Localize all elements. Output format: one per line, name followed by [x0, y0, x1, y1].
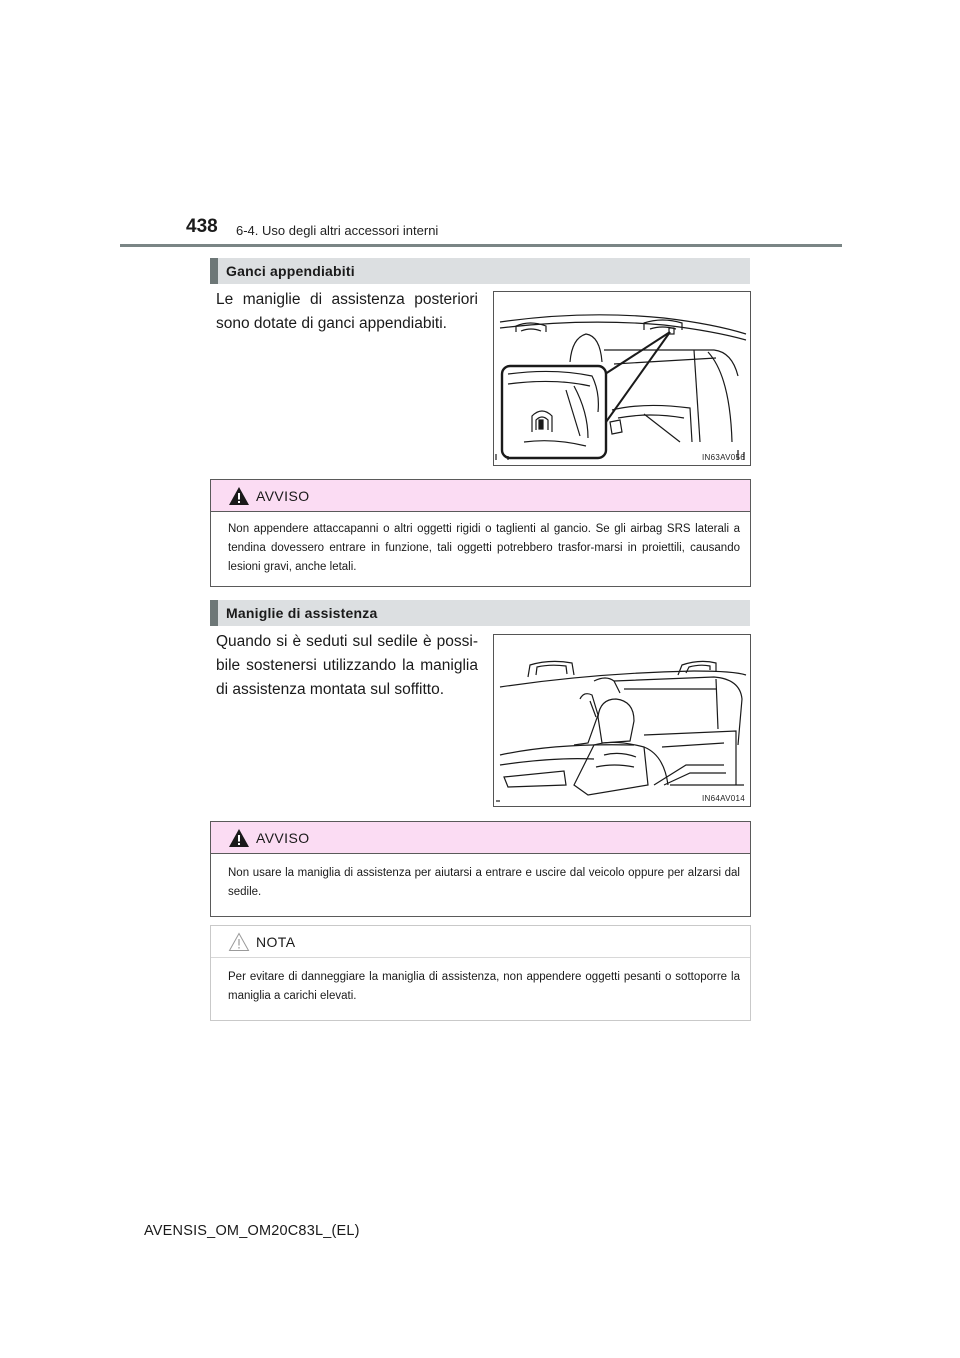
header-rule	[120, 244, 842, 247]
warning-triangle-icon	[228, 486, 250, 506]
section-heading-text: Maniglie di assistenza	[226, 605, 378, 621]
note-box	[210, 925, 751, 1021]
footer-document-code: AVENSIS_OM_OM20C83L_(EL)	[144, 1223, 360, 1239]
page-number: 438	[186, 216, 218, 237]
section-heading-bar	[210, 600, 218, 626]
warning-label: AVVISO	[256, 829, 310, 846]
note-header	[211, 926, 750, 958]
warning-body: Non appendere attaccapanni o altri oggetti rigidi o taglienti al gancio. Se gli airbag SRS laterali a tendina dovessero entrare in funzione, tali oggetti potrebbero trasfor-marsi in proiettili, causando lesioni gravi, anche letali.	[228, 523, 740, 573]
chapter-title: 6-4. Uso degli altri accessori interni	[236, 223, 439, 238]
section1-body: Le maniglie di assistenza posteriori sono dotate di ganci appendiabiti.	[216, 291, 478, 332]
note-body: Per evitare di danneggiare la maniglia di assistenza, non appendere oggetti pesanti o sottoporre la maniglia a carichi elevati.	[228, 971, 740, 1002]
note-label: NOTA	[256, 933, 296, 950]
section2-body: Quando si è seduti sul sedile è possi-bile sostenersi utilizzando la maniglia di assistenza montata sul soffitto.	[216, 633, 478, 698]
coat-hook-illustration	[494, 292, 750, 465]
warning-header	[211, 480, 750, 512]
warning-header	[211, 822, 750, 854]
section-heading-maniglie	[210, 600, 750, 626]
figure-code: IN63AV056	[701, 453, 745, 462]
assist-grip-illustration	[494, 635, 750, 806]
warning-triangle-icon	[228, 828, 250, 848]
section-heading-text: Ganci appendiabiti	[226, 263, 355, 279]
caution-outline-icon	[228, 932, 250, 952]
warning-box-2	[210, 821, 751, 917]
warning-body: Non usare la maniglia di assistenza per aiutarsi a entrare e uscire dal veicolo oppure per alzarsi dal sedile.	[228, 867, 740, 898]
warning-label: AVVISO	[256, 487, 310, 504]
figure-code: IN64AV014	[701, 794, 745, 803]
figure-coat-hooks	[493, 291, 751, 466]
section-heading-ganci	[210, 258, 750, 284]
figure-assist-grips	[493, 634, 751, 807]
section-heading-bar	[210, 258, 218, 284]
warning-box-1	[210, 479, 751, 587]
